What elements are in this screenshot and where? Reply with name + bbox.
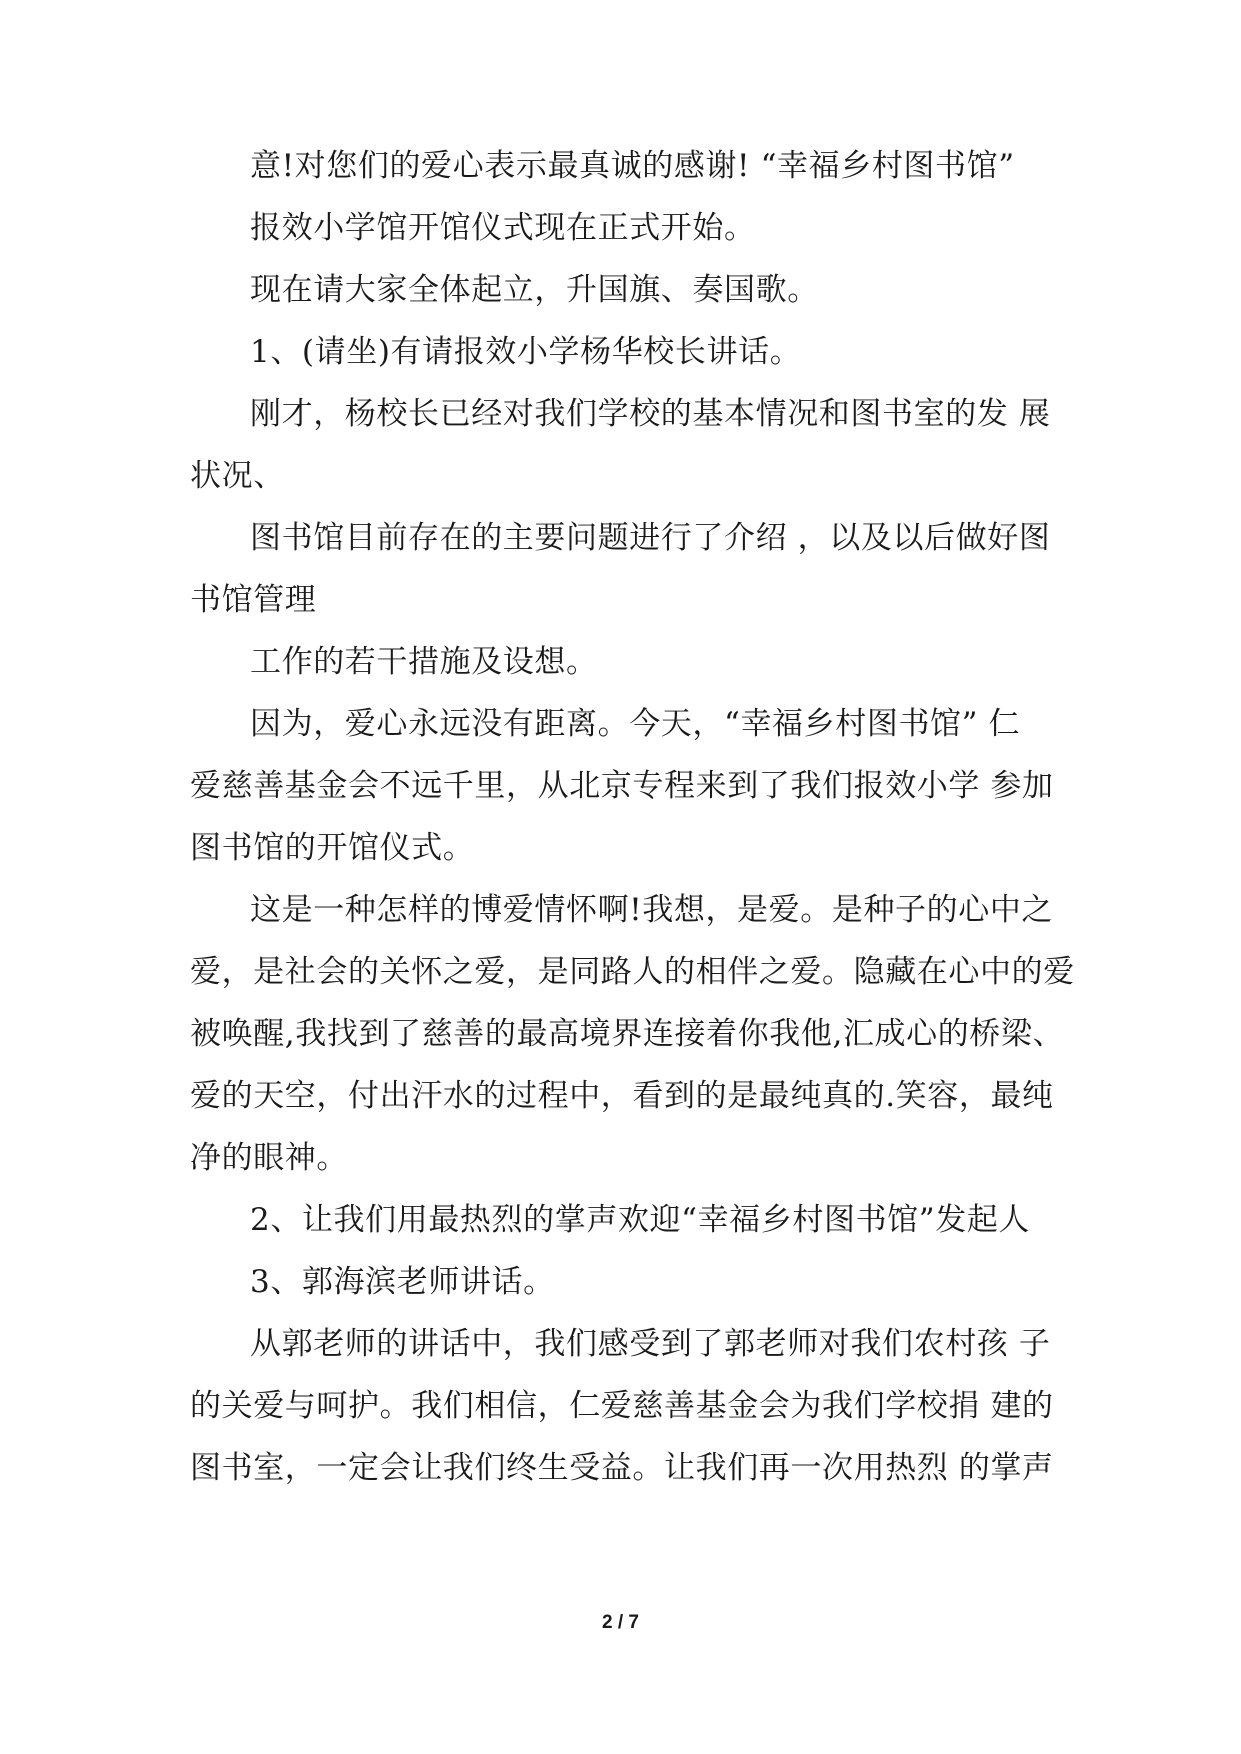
text-line: 爱的天空，付出汗水的过程中，看到的是最纯真的.笑容，最纯 <box>190 1078 1054 1114</box>
text-line: 3、郭海滨老师讲话。 <box>250 1264 555 1300</box>
text-line: 现在请大家全体起立，升国旗、奏国歌。 <box>250 272 819 308</box>
text-line: 报效小学馆开馆仪式现在正式开始。 <box>250 210 756 246</box>
text-line: 爱，是社会的关怀之爱，是同路人的相伴之爱。隐藏在心中的爱 <box>190 954 1075 990</box>
text-line: 工作的若干措施及设想。 <box>250 644 598 680</box>
text-line: 这是一种怎样的博爱情怀啊!我想，是爱。是种子的心中之 <box>250 892 1054 928</box>
text-line: 净的眼神。 <box>190 1140 348 1176</box>
text-line: 1、(请坐)有请报效小学杨华校长讲话。 <box>250 334 802 370</box>
text-line: 图书室，一定会让我们终生受益。让我们再一次用热烈 的掌声 <box>190 1450 1054 1486</box>
text-line: 状况、 <box>190 458 285 494</box>
page-number: 2 / 7 <box>602 1612 639 1633</box>
text-line: 刚才，杨校长已经对我们学校的基本情况和图书室的发 展 <box>250 396 1051 432</box>
text-line: 图书馆目前存在的主要问题进行了介绍 ，以及以后做好图 <box>250 520 1051 556</box>
text-line: 的关爱与呵护。我们相信，仁爱慈善基金会为我们学校捐 建的 <box>190 1388 1054 1424</box>
text-line: 因为，爱心永远没有距离。今天，“幸福乡村图书馆” 仁 <box>250 706 1021 742</box>
text-line: 2、让我们用最热烈的掌声欢迎“幸福乡村图书馆”发起人 <box>250 1202 1031 1238</box>
text-line: 意!对您们的爱心表示最真诚的感谢! “幸福乡村图书馆” <box>250 148 1015 184</box>
text-line: 从郭老师的讲话中，我们感受到了郭老师对我们农村孩 子 <box>250 1326 1051 1362</box>
text-line: 爱慈善基金会不远千里，从北京专程来到了我们报效小学 参加 <box>190 768 1054 804</box>
text-line: 书馆管理 <box>190 582 317 618</box>
text-line: 被唤醒,我找到了慈善的最高境界连接着你我他,汇成心的桥梁、 <box>190 1016 1065 1052</box>
text-line: 图书馆的开馆仪式。 <box>190 830 475 866</box>
